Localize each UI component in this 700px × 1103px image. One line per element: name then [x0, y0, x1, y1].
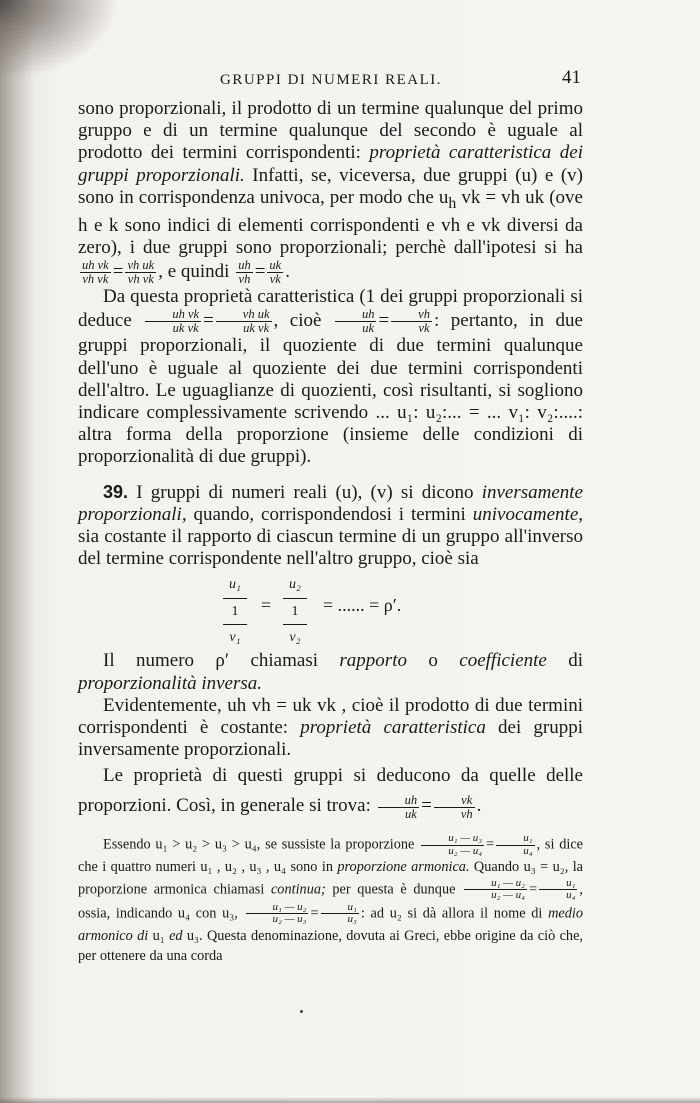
text-run: Quando u₃ = u₂, la proporzione armonica chiamasi: [78, 859, 584, 898]
fraction: $\frac{uh}{uk}$: [378, 794, 420, 821]
text-run: sono proporzionali, il prodotto di un termine qualunque del primo gruppo e di un termine qualunque del secondo è uguale al prodotto dei termini corrispondenti:: [78, 98, 583, 164]
equals-sign: =: [261, 595, 272, 616]
ink-speck: [300, 1010, 303, 1013]
footnote-text: Essendo u₁ > u₂ > u₃ > u₄, se sussiste la proporzione $\frac{\text{u₁ — u₃}}{\text{u₂ — u₄}}$ = $\frac{\text{u₁}}{\text{u₄}}$ , si dice che i quattro numeri u₁ , u₂ , u₃ , u₄ sono in proporzione armonica. Quando u₃ = u₂, la proporzione armonica chiamasi continua; per questa è dunque $\frac{\text{u₁ — u₂}}{\text{u₂ — u₄}}$ = $\frac{\text{u₁}}{\text{u₄}}$ , ossia, indicando u₄ con u₃, $\frac{\text{u₁ — u₂}}{\text{u₂ — u₃}}$ = $\frac{\text{u₁}}{\text{u₃}}$ : ad u₂ si dà allora il nome di medio armonico di u₁ ed u₃. Questa denominazione, dovuta ai Greci, ebbe origine da ciò che, per ottenere da una corda: [78, 832, 584, 965]
text-run: u₁: [148, 927, 170, 944]
text-run: I gruppi di numeri reali (u), (v) si dicono: [128, 481, 482, 503]
paragraph-3: [78, 650, 583, 694]
paragraph-5: Le proprietà di questi gruppi si deducono da quelle delle proporzioni. Così, in generale si trova: $\frac{uh}{uk}$ = $\frac{vk}{vh}$ .: [78, 765, 583, 821]
page-corner-stain: [0, 0, 120, 80]
fraction: $\frac{uh}{vh}$: [238, 258, 251, 287]
compound-fraction: u₁ 1 v₁: [223, 574, 247, 651]
text-run: , ossia, indicando u₄ con u₃,: [78, 881, 583, 922]
text-run: Essendo u₁ > u₂ > u₃ > u₄, se sussiste la proporzione: [103, 836, 415, 853]
text-run: Infatti, se, viceversa, due gruppi (u) e (v) sono in corrispondenza univoca, per modo che u: [78, 164, 583, 208]
emphasis: ed: [169, 927, 183, 944]
display-equation: [78, 572, 583, 645]
text-run: Evidentemente, uh vh = uk vk , cioè il prodotto di due termini corrispondenti è costante:: [78, 694, 583, 739]
text-run: di: [546, 650, 584, 672]
running-title: GRUPPI DI NUMERI REALI.: [220, 72, 442, 88]
fraction: $\frac{\text{uh vk}}{\text{vh vk}}$: [82, 258, 109, 287]
paragraph-1: sono proporzionali, il prodotto di un termine qualunque del primo gruppo e di un termine qualunque del secondo è uguale al prodotto dei termini corrispondenti: proprietà caratteristica dei gruppi proporzionali. Infatti, se, viceversa, due gruppi (u) e (v) sono in corrispondenza univoca, per modo che $u_h$ vk = vh uk (ove h e k sono indici di elementi corrispondenti e vh e vk diversi da zero), i due gruppi sono proporzionali; perchè dall'ipotesi si ha $\frac{\text{uh vk}}{\text{vh vk}}$ = $\frac{\text{vh uk}}{\text{vh vk}}$ , e quindi $\frac{uh}{vh}$ = $\frac{uk}{vk}$ .: [78, 98, 583, 287]
text-run: : ad u₂ si dà allora il nome di: [360, 905, 549, 922]
fraction: $\frac{vh}{vk}$: [391, 308, 432, 335]
emphasis: medio armonico di: [78, 905, 584, 944]
text-run: sia costante il rapporto di ciascun termine di un gruppo all'inverso del termine corrispondente nell'altro gruppo, cioè sia: [78, 526, 583, 570]
binding-shadow: [0, 0, 34, 1103]
paragraph-2: Da questa proprietà caratteristica (1 dei gruppi proporzionali si deduce $\frac{\text{uh vk}}{\text{uk vk}}$ = $\frac{\text{vh uk}}{\text{uk vk}}$ , cioè $\frac{uh}{uk}$ = $\frac{vh}{vk}$ : pertanto, in due gruppi proporzionali, il quoziente di due termini qualunque dell'uno è uguale al quoziente dei due termini corrispondenti dell'altro. Le uguaglianze di quozienti, così risultanti, si sogliono indicare complessivamente scrivendo ... u₁: u₂:... = ... v₁: v₂:....: altra forma della proporzione (insieme delle condizioni di proporzionalità di due gruppi).: [78, 286, 583, 468]
fraction: $\frac{\text{u₁}}{\text{u₄}}$: [496, 833, 534, 857]
emphasis: proprietà caratteristica: [300, 717, 486, 739]
inline-formula: vk = vh uk: [461, 186, 545, 208]
text-run: o: [406, 650, 460, 672]
fraction: $\frac{\text{uh vk}}{\text{uk vk}}$: [145, 308, 201, 335]
section-number: 39.: [103, 481, 129, 502]
emphasis: proporzione armonica.: [337, 859, 470, 876]
text-run: dei gruppi inversamente proporzionali.: [78, 717, 583, 761]
emphasis: univocamente,: [472, 503, 583, 525]
emphasis: proporzionalità inversa.: [78, 672, 263, 694]
text-run: Le proprietà di questi gruppi si deducono da quelle delle proporzioni. Così, in generale si trova:: [78, 765, 583, 817]
emphasis: continua;: [270, 881, 326, 898]
page-bottom-edge: [0, 1097, 700, 1103]
text-run: , e quindi: [158, 261, 230, 283]
fraction: $\frac{uk}{vk}$: [269, 258, 282, 287]
fraction: $\frac{\text{u₁ — u₃}}{\text{u₂ — u₄}}$: [421, 833, 484, 857]
fraction: $\frac{vk}{vh}$: [434, 794, 475, 821]
text-run: , si dice che i quattro numeri u₁ , u₂ , u₃ , u₄ sono in: [78, 836, 584, 876]
text-run: per questa è dunque: [325, 881, 456, 898]
equation-tail: = ...... = ρ′.: [323, 595, 402, 616]
emphasis: coefficiente: [459, 650, 547, 672]
body-text: [78, 98, 583, 967]
fraction: $\frac{\text{u₁ — u₂}}{\text{u₂ — u₄}}$: [464, 878, 527, 902]
fraction: $\frac{\text{u₁}}{\text{u₄}}$: [539, 878, 577, 902]
text-run: Da questa proprietà caratteristica (1 dei gruppi proporzionali si deduce: [78, 286, 583, 332]
fraction: $\frac{uh}{uk}$: [335, 308, 377, 335]
emphasis: rapporto: [339, 650, 407, 672]
section-39: [78, 481, 583, 571]
paragraph-4: [78, 695, 583, 762]
emphasis: proprietà caratteristica dei gruppi proporzionali.: [78, 142, 583, 186]
text-run: Il numero ρ′ chiamasi: [103, 650, 340, 672]
text-run: (ove h e k sono indici di elementi corrispondenti e vh e vk diversi da zero), i due gruppi sono proporzionali; perchè dall'ipotesi si ha: [78, 186, 583, 259]
page-number: 41: [562, 67, 581, 88]
text-run: : pertanto, in due gruppi proporzionali, il quoziente di due termini qualunque dell'uno è uguale al quoziente dei due termini corrispondenti dell'altro. Le uguaglianze di quozienti, così risultanti, si sogliono indicare complessivamente scrivendo ... u₁: u₂:... = ... v₁: v₂:....: altra forma della proporzione (insieme delle condizioni di proporzionalità di due gruppi).: [78, 310, 583, 468]
fraction: $\frac{\text{vh uk}}{\text{vh vk}}$: [127, 258, 155, 287]
fraction: $\frac{\text{u₁}}{\text{u₃}}$: [321, 902, 359, 926]
emphasis: inversamente proporzionali,: [78, 481, 583, 525]
fraction: $\frac{\text{vh uk}}{\text{uk vk}}$: [216, 308, 272, 335]
fraction: $\frac{\text{u₁ — u₂}}{\text{u₂ — u₃}}$: [246, 902, 309, 926]
text-run: u₃. Questa denominazione, dovuta ai Greci, ebbe origine da ciò che, per ottenere da una corda: [78, 927, 583, 965]
text-run: quando, corrispondendosi i termini: [186, 503, 473, 525]
compound-fraction: u₂ 1 v₂: [283, 574, 307, 651]
text-run: , cioè: [273, 310, 322, 332]
